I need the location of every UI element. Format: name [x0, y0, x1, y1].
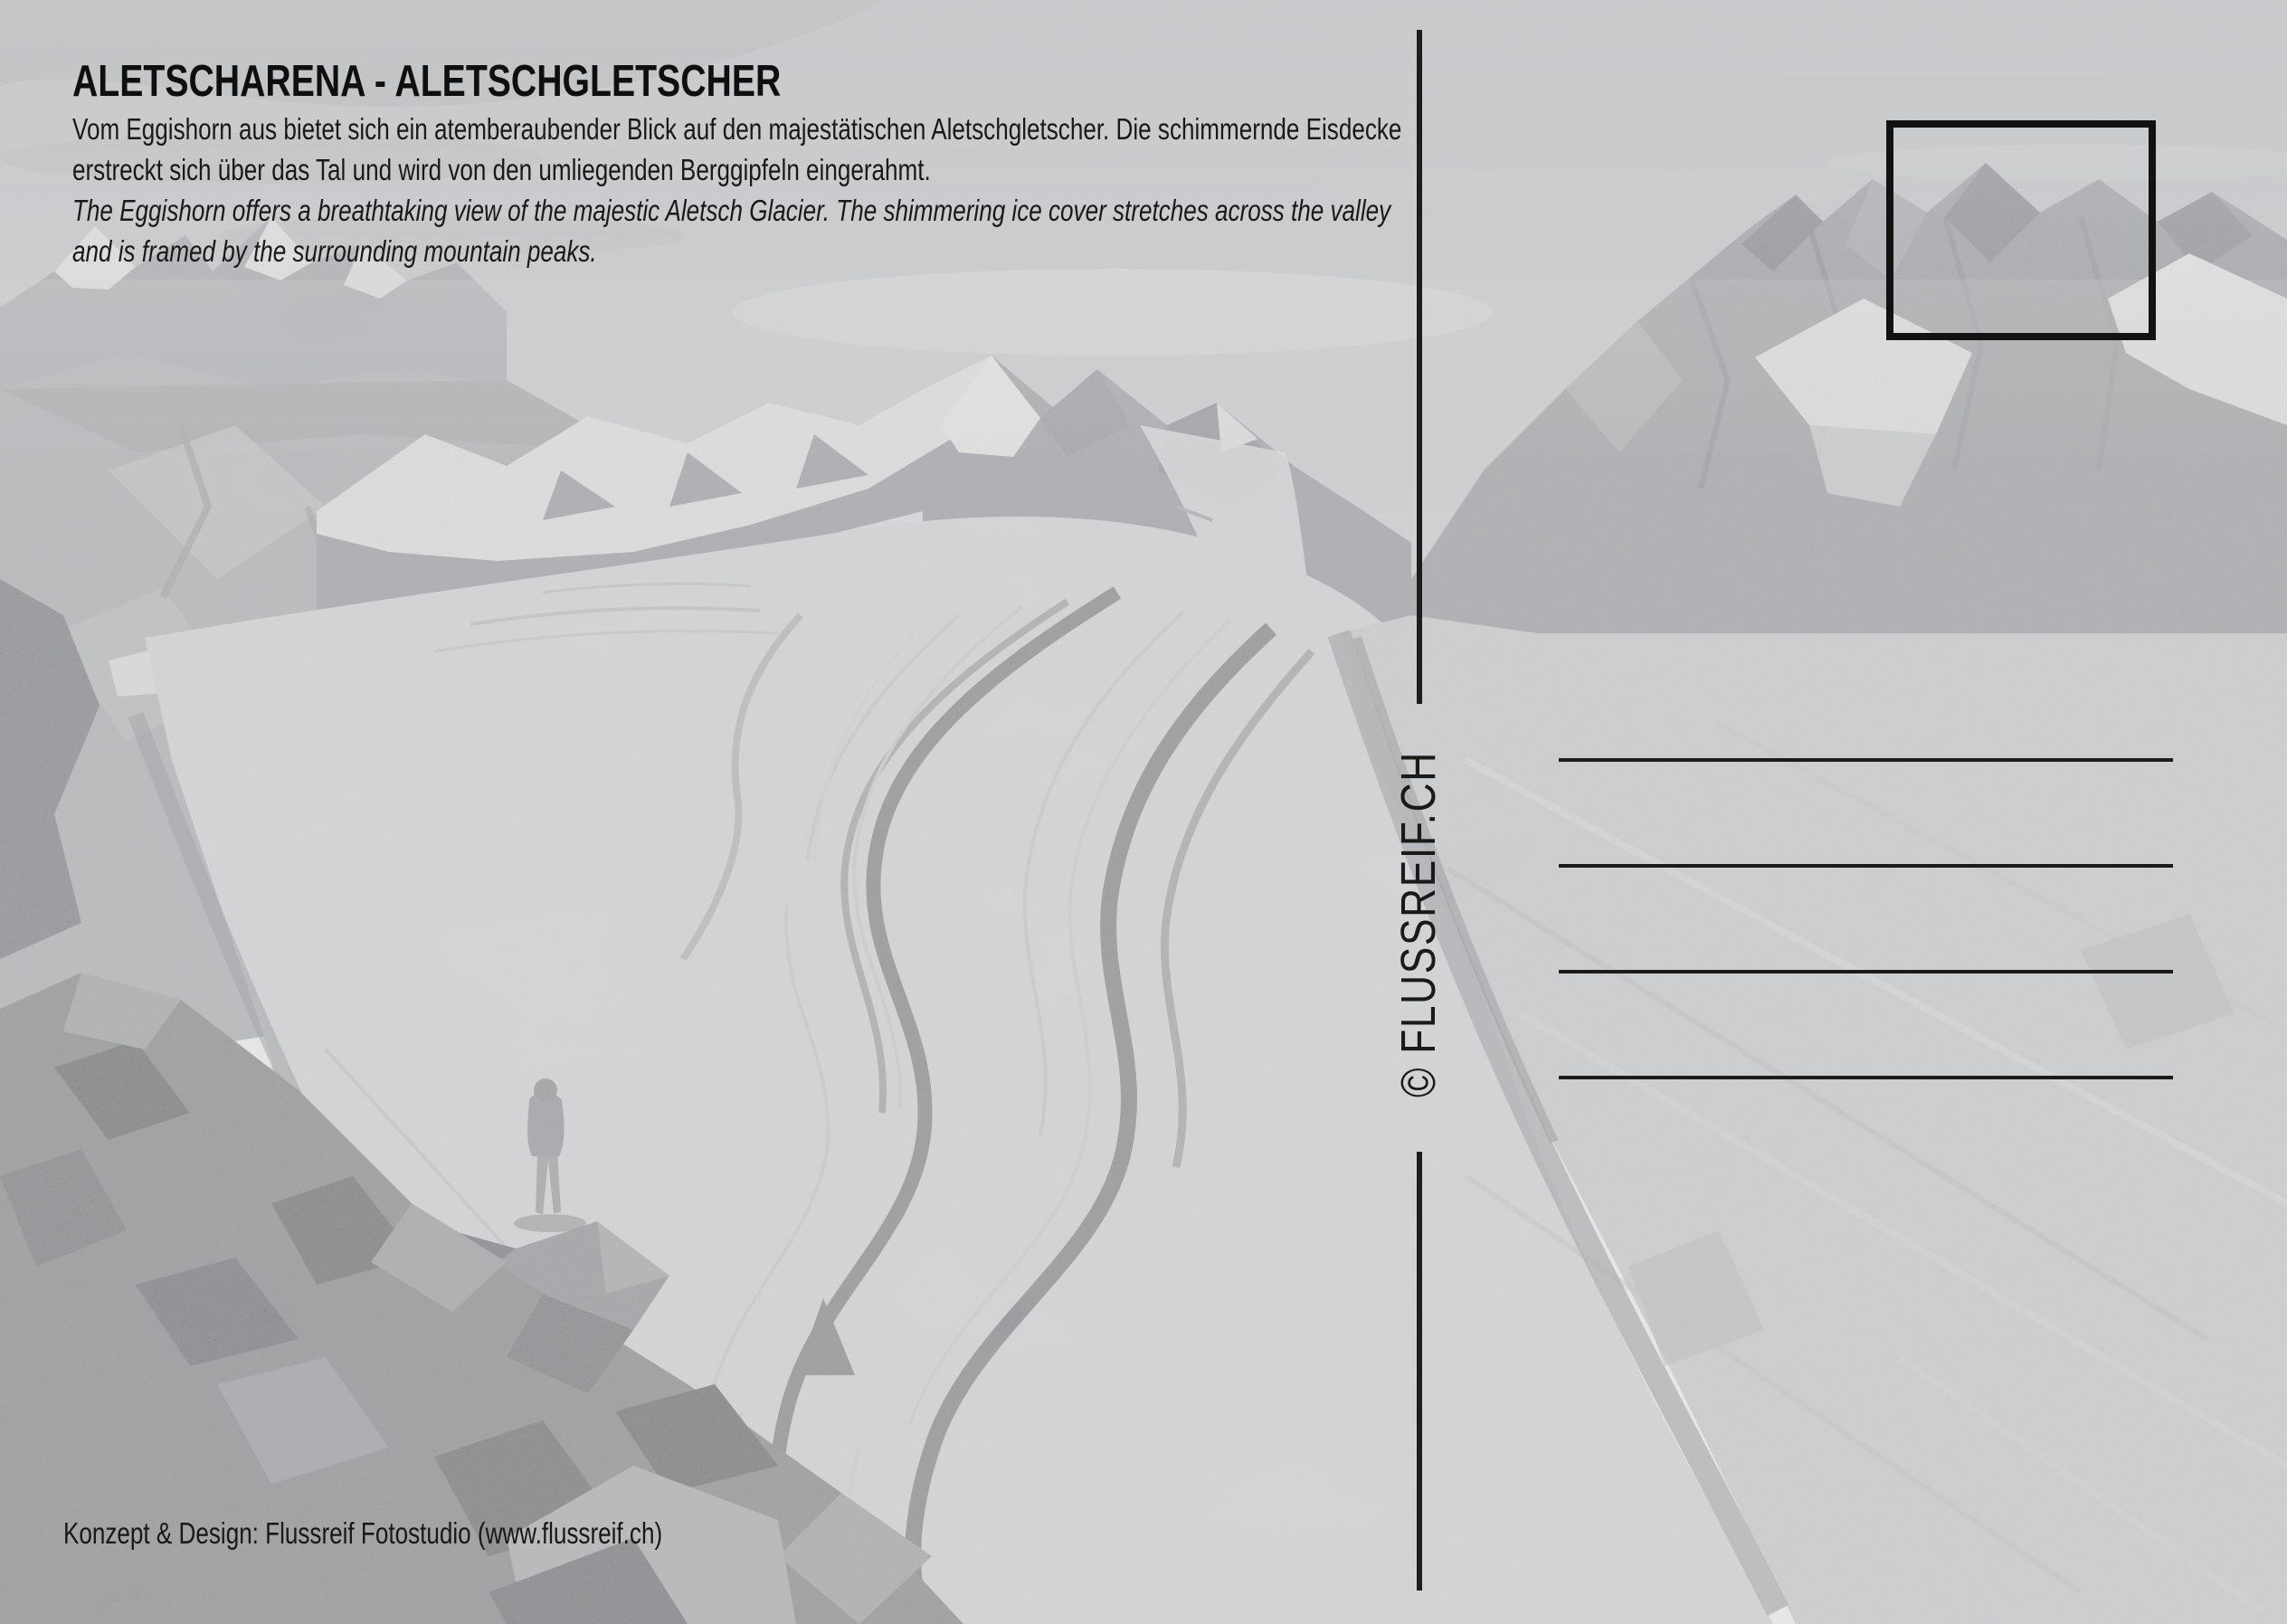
copyright-vertical-text: © FLUSSREIF.CH [1391, 751, 1446, 1097]
address-line [1559, 1076, 2173, 1079]
divider-line-bottom [1417, 1152, 1422, 1591]
credit-line: Konzept & Design: Flussreif Fotostudio (www.flussreif.ch) [63, 1516, 663, 1550]
description-english-line2: and is framed by the surrounding mountain peaks. [72, 234, 597, 268]
caption-block [72, 109, 1401, 271]
description-german-line2: erstreckt sich über das Tal und wird von den umliegenden Berggipfeln eingerahmt. [72, 153, 931, 186]
description-german-line1: Vom Eggishorn aus bietet sich ein atemberaubender Blick auf den majestätischen Aletschgletscher. Die schimmernde Eisdecke [72, 112, 1402, 146]
address-lines [1559, 0, 2173, 1624]
address-line [1559, 758, 2173, 762]
postcard-title: ALETSCHARENA - ALETSCHGLETSCHER [72, 57, 782, 106]
divider-line-top [1417, 30, 1422, 704]
description-english-line1: The Eggishorn offers a breathtaking view of the majestic Aletsch Glacier. The shimmering ice cover stretches across the valley [72, 194, 1391, 227]
address-line [1559, 970, 2173, 973]
address-line [1559, 864, 2173, 868]
